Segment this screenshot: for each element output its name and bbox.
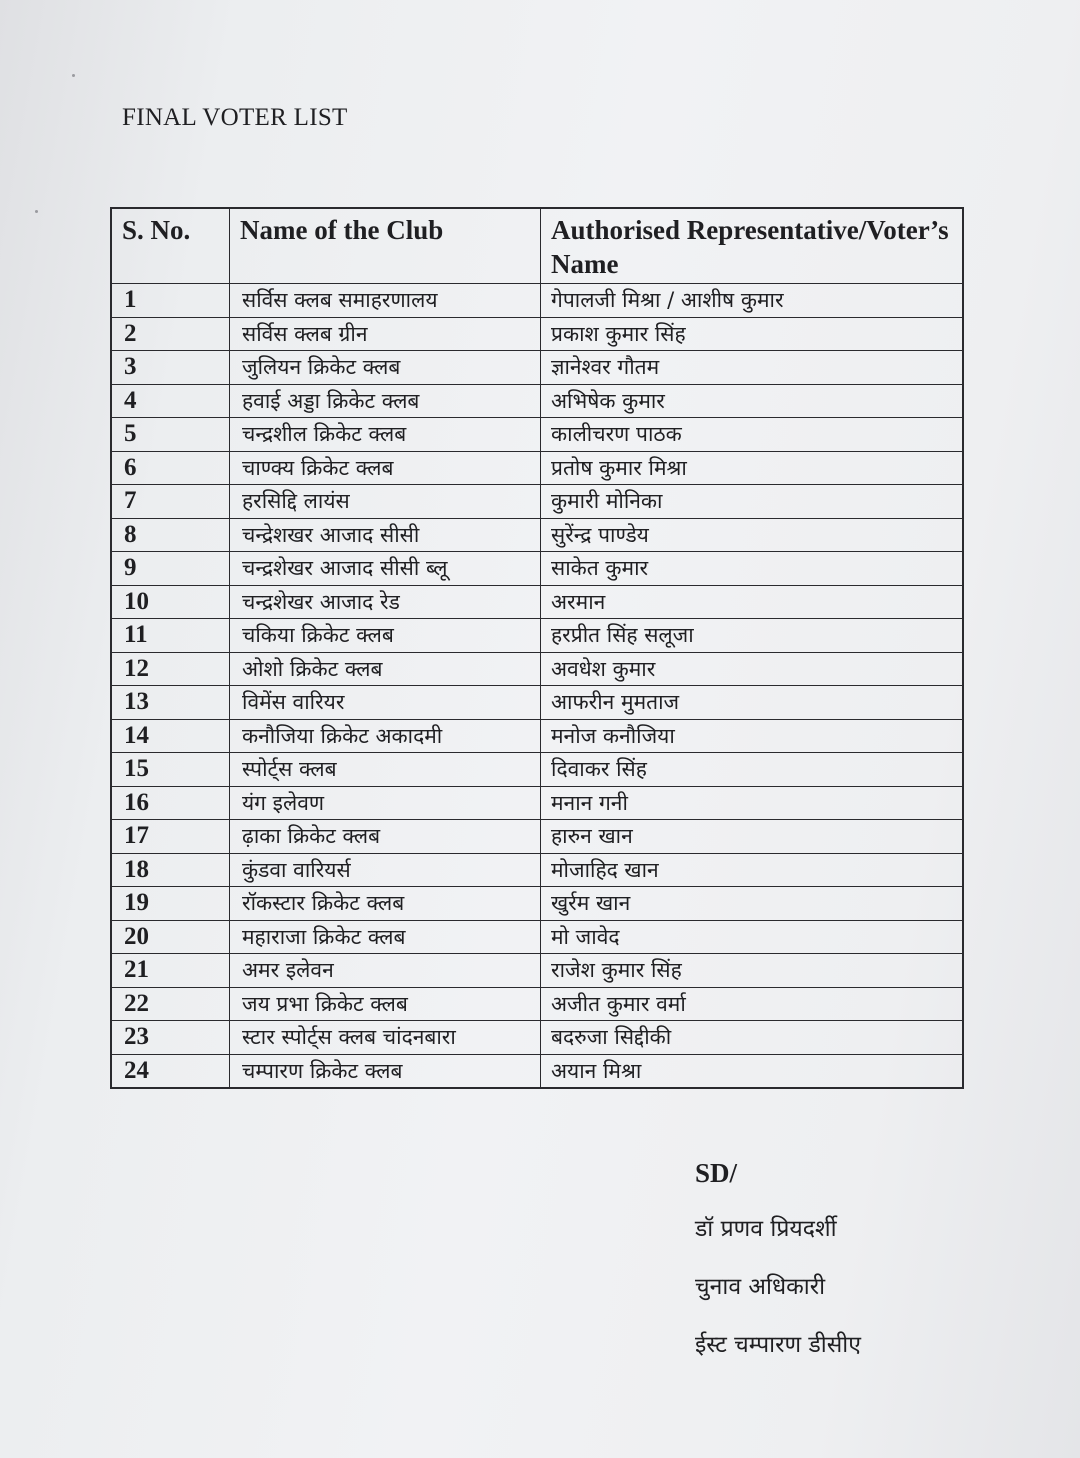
row-sno: 9 (111, 552, 230, 586)
paper-speck (35, 210, 38, 213)
row-sno: 14 (111, 719, 230, 753)
row-voter-name: आफरीन मुमताज (541, 686, 964, 720)
header-voter-name: Authorised Representative/Voter’s Name (541, 208, 964, 284)
row-voter-name: प्रतोष कुमार मिश्रा (541, 451, 964, 485)
table-row (111, 485, 963, 519)
row-club-name: चन्द्रशेखर आजाद रेड (230, 585, 541, 619)
row-voter-name: अजीत कुमार वर्मा (541, 987, 964, 1021)
row-club-name: चाण्क्य क्रिकेट क्लब (230, 451, 541, 485)
row-voter-name: ज्ञानेश्वर गौतम (541, 351, 964, 385)
table-header-row (111, 208, 963, 284)
table-row (111, 384, 963, 418)
row-club-name: रॉकस्टार क्रिकेट क्लब (230, 887, 541, 921)
row-voter-name: कुमारी मोनिका (541, 485, 964, 519)
row-voter-name: हरप्रीत सिंह सलूजा (541, 619, 964, 653)
table-row (111, 552, 963, 586)
row-sno: 3 (111, 351, 230, 385)
table-row (111, 853, 963, 887)
table-row (111, 317, 963, 351)
row-club-name: सर्विस क्लब समाहरणालय (230, 284, 541, 318)
row-sno: 11 (111, 619, 230, 653)
row-club-name: चन्द्रशील क्रिकेट क्लब (230, 418, 541, 452)
row-sno: 24 (111, 1054, 230, 1088)
table-row (111, 652, 963, 686)
row-sno: 6 (111, 451, 230, 485)
officer-organisation: ईस्ट चम्पारण डीसीए (695, 1332, 861, 1358)
table-row (111, 451, 963, 485)
row-sno: 21 (111, 954, 230, 988)
row-sno: 16 (111, 786, 230, 820)
paper-speck (72, 74, 75, 77)
table-row (111, 753, 963, 787)
row-club-name: चकिया क्रिकेट क्लब (230, 619, 541, 653)
row-club-name: कुंडवा वारियर्स (230, 853, 541, 887)
table-row (111, 719, 963, 753)
table-row (111, 786, 963, 820)
table-row (111, 1021, 963, 1055)
row-club-name: हवाई अड्डा क्रिकेट क्लब (230, 384, 541, 418)
row-voter-name: अरमान (541, 585, 964, 619)
row-club-name: चन्द्रेशखर आजाद सीसी (230, 518, 541, 552)
row-club-name: चन्द्रशेखर आजाद सीसी ब्लू (230, 552, 541, 586)
row-club-name: स्पोर्ट्स क्लब (230, 753, 541, 787)
row-club-name: स्टार स्पोर्ट्स क्लब चांदनबारा (230, 1021, 541, 1055)
row-sno: 2 (111, 317, 230, 351)
row-club-name: जुलियन क्रिकेट क्लब (230, 351, 541, 385)
row-voter-name: अभिषेक कुमार (541, 384, 964, 418)
row-voter-name: राजेश कुमार सिंह (541, 954, 964, 988)
row-club-name: जय प्रभा क्रिकेट क्लब (230, 987, 541, 1021)
row-club-name: महाराजा क्रिकेट क्लब (230, 920, 541, 954)
table-body (111, 284, 963, 1089)
signature-sd: SD/ (695, 1158, 738, 1188)
table-row (111, 1054, 963, 1088)
document-title: FINAL VOTER LIST (122, 104, 348, 131)
row-voter-name: दिवाकर सिंह (541, 753, 964, 787)
row-sno: 19 (111, 887, 230, 921)
table-row (111, 284, 963, 318)
row-voter-name: सुरेंन्द्र पाण्डेय (541, 518, 964, 552)
row-sno: 22 (111, 987, 230, 1021)
row-club-name: ढ़ाका क्रिकेट क्लब (230, 820, 541, 854)
row-voter-name: मोजाहिद खान (541, 853, 964, 887)
table-row (111, 619, 963, 653)
row-sno: 15 (111, 753, 230, 787)
table-row (111, 820, 963, 854)
table-row (111, 987, 963, 1021)
row-sno: 17 (111, 820, 230, 854)
table-row (111, 887, 963, 921)
table-row (111, 686, 963, 720)
row-voter-name: प्रकाश कुमार सिंह (541, 317, 964, 351)
header-sno: S. No. (111, 208, 230, 284)
table-row (111, 920, 963, 954)
row-club-name: अमर इलेवन (230, 954, 541, 988)
table-row (111, 954, 963, 988)
table-row (111, 518, 963, 552)
row-sno: 23 (111, 1021, 230, 1055)
header-club-name: Name of the Club (230, 208, 541, 284)
row-voter-name: कालीचरण पाठक (541, 418, 964, 452)
row-club-name: कनौजिया क्रिकेट अकादमी (230, 719, 541, 753)
row-club-name: विमेंस वारियर (230, 686, 541, 720)
row-sno: 12 (111, 652, 230, 686)
row-sno: 1 (111, 284, 230, 318)
row-club-name: सर्विस क्लब ग्रीन (230, 317, 541, 351)
row-voter-name: गेपालजी मिश्रा / आशीष कुमार (541, 284, 964, 318)
row-voter-name: मनान गनी (541, 786, 964, 820)
row-voter-name: हारुन खान (541, 820, 964, 854)
row-sno: 18 (111, 853, 230, 887)
row-voter-name: अयान मिश्रा (541, 1054, 964, 1088)
row-voter-name: मो जावेद (541, 920, 964, 954)
officer-designation: चुनाव अधिकारी (695, 1274, 826, 1300)
row-voter-name: खुर्रम खान (541, 887, 964, 921)
row-sno: 20 (111, 920, 230, 954)
row-voter-name: साकेत कुमार (541, 552, 964, 586)
row-club-name: चम्पारण क्रिकेट क्लब (230, 1054, 541, 1088)
table-row (111, 585, 963, 619)
row-sno: 10 (111, 585, 230, 619)
table-row (111, 351, 963, 385)
voter-table (110, 207, 964, 1089)
row-voter-name: मनोज कनौजिया (541, 719, 964, 753)
row-sno: 4 (111, 384, 230, 418)
row-sno: 8 (111, 518, 230, 552)
row-club-name: ओशो क्रिकेट क्लब (230, 652, 541, 686)
row-sno: 13 (111, 686, 230, 720)
table-row (111, 418, 963, 452)
row-club-name: यंग इलेवण (230, 786, 541, 820)
signature-block (695, 1158, 861, 1385)
row-voter-name: बदरुजा सिद्दीकी (541, 1021, 964, 1055)
row-sno: 5 (111, 418, 230, 452)
row-club-name: हरसिद्दि लायंस (230, 485, 541, 519)
row-sno: 7 (111, 485, 230, 519)
officer-name: डॉ प्रणव प्रियदर्शी (695, 1216, 837, 1242)
row-voter-name: अवधेश कुमार (541, 652, 964, 686)
